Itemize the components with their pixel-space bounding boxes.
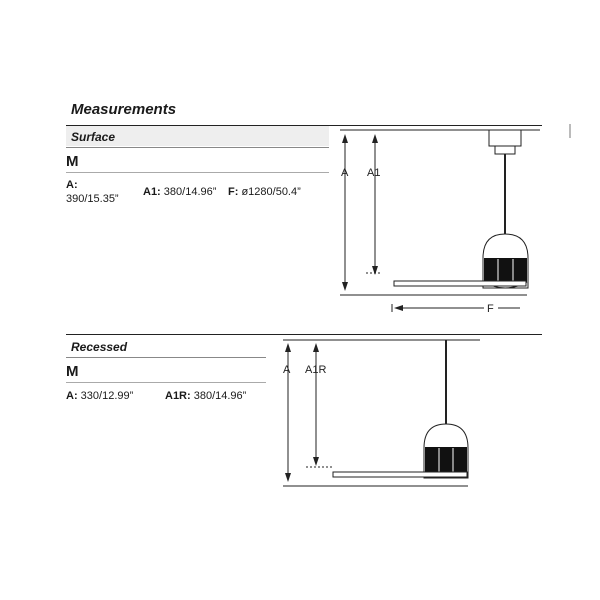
recessed-lamp-body	[425, 455, 467, 472]
surface-f-label: F:	[228, 186, 239, 198]
surface-section-label: Surface	[71, 130, 116, 144]
recessed-a-label: A:	[66, 390, 78, 402]
recessed-section-label: Recessed	[71, 340, 128, 354]
surface-dim-a1-text: A1	[367, 167, 381, 179]
surface-a1-value: 380/14.96”	[163, 186, 217, 198]
surface-a-label: A:	[66, 179, 78, 191]
recessed-lamp-band	[425, 447, 467, 455]
recessed-a1r-label: A1R:	[165, 390, 191, 402]
recessed-model: M	[66, 363, 79, 380]
recessed-a1r-value: 380/14.96”	[193, 390, 247, 402]
page-title: Measurements	[71, 101, 177, 118]
recessed-dim-a-text: A	[283, 364, 291, 376]
surface-a-value: 390/15.35”	[66, 193, 119, 205]
surface-dim-a-text: A	[341, 167, 349, 179]
recessed-a-value: 330/12.99”	[80, 390, 134, 402]
recessed-dim-a1r-text: A1R	[305, 364, 327, 376]
surface-model: M	[66, 153, 79, 170]
recessed-disc	[333, 472, 467, 477]
surface-a1-label: A1:	[143, 186, 161, 198]
surface-f-value: ø1280/50.4”	[241, 186, 301, 198]
surface-dim-f-text: F	[487, 303, 494, 315]
